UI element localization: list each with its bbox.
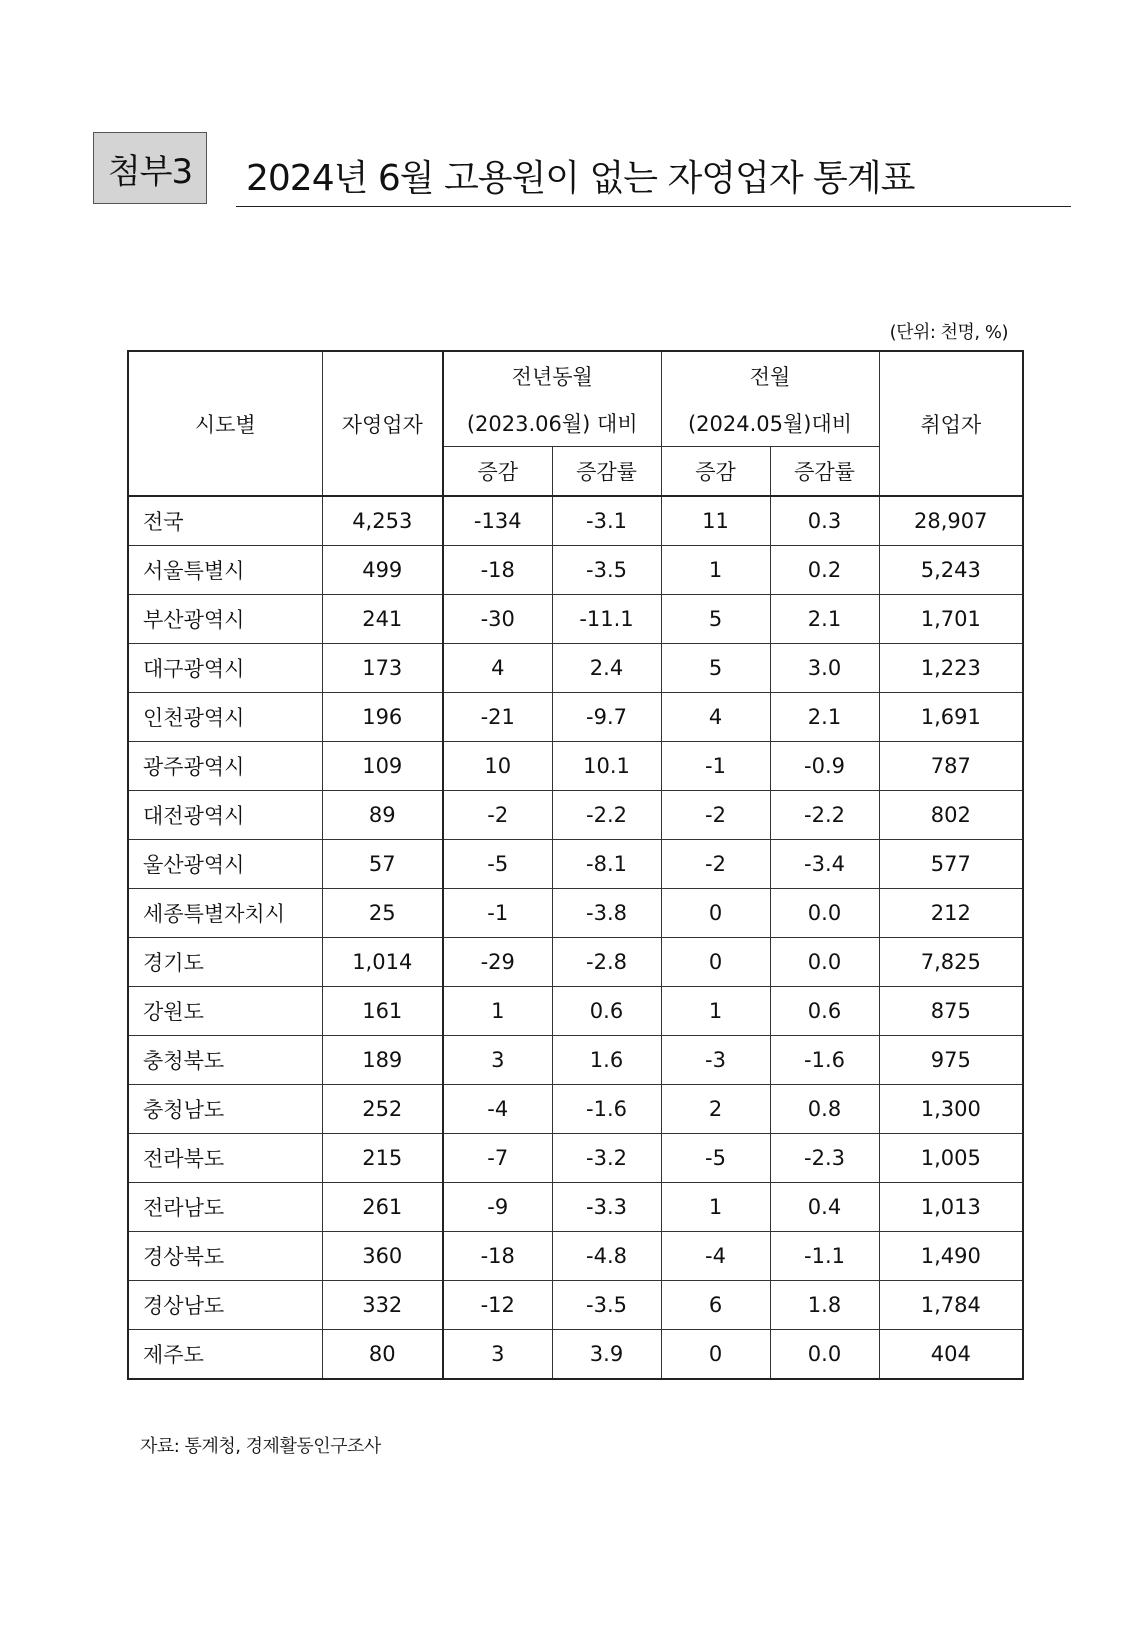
self-employed-stats-table bbox=[127, 350, 1024, 1380]
table-row bbox=[128, 693, 1023, 742]
attachment-badge: 첨부3 bbox=[93, 132, 207, 204]
cell-yoy-rate: -11.1 bbox=[552, 595, 661, 644]
cell-mom-change: 4 bbox=[661, 693, 770, 742]
cell-region: 강원도 bbox=[128, 987, 322, 1036]
cell-region: 세종특별자치시 bbox=[128, 889, 322, 938]
table-row bbox=[128, 496, 1023, 546]
cell-self-employed: 215 bbox=[322, 1134, 443, 1183]
cell-region: 경기도 bbox=[128, 938, 322, 987]
cell-yoy-change: -29 bbox=[443, 938, 552, 987]
header-mom-line1: 전월 bbox=[661, 351, 879, 400]
cell-employed: 1,223 bbox=[879, 644, 1023, 693]
cell-self-employed: 196 bbox=[322, 693, 443, 742]
cell-mom-change: 5 bbox=[661, 644, 770, 693]
table-row bbox=[128, 889, 1023, 938]
cell-mom-rate: 0.2 bbox=[770, 546, 879, 595]
table-row bbox=[128, 1085, 1023, 1134]
cell-region: 서울특별시 bbox=[128, 546, 322, 595]
cell-mom-change: 2 bbox=[661, 1085, 770, 1134]
cell-yoy-change: 3 bbox=[443, 1330, 552, 1380]
header-mom-line2: (2024.05월)대비 bbox=[661, 400, 879, 447]
source-note: 자료: 통계청, 경제활동인구조사 bbox=[140, 1436, 381, 1457]
table-row bbox=[128, 1036, 1023, 1085]
cell-mom-rate: -2.3 bbox=[770, 1134, 879, 1183]
cell-yoy-rate: 1.6 bbox=[552, 1036, 661, 1085]
cell-mom-rate: 3.0 bbox=[770, 644, 879, 693]
table-row bbox=[128, 1134, 1023, 1183]
cell-mom-change: 1 bbox=[661, 1183, 770, 1232]
cell-yoy-rate: 0.6 bbox=[552, 987, 661, 1036]
cell-mom-rate: 2.1 bbox=[770, 693, 879, 742]
cell-employed: 404 bbox=[879, 1330, 1023, 1380]
cell-employed: 577 bbox=[879, 840, 1023, 889]
cell-self-employed: 1,014 bbox=[322, 938, 443, 987]
cell-region: 광주광역시 bbox=[128, 742, 322, 791]
cell-yoy-rate: -3.2 bbox=[552, 1134, 661, 1183]
header-yoy-line1: 전년동월 bbox=[443, 351, 661, 400]
cell-self-employed: 360 bbox=[322, 1232, 443, 1281]
cell-self-employed: 109 bbox=[322, 742, 443, 791]
cell-region: 울산광역시 bbox=[128, 840, 322, 889]
cell-yoy-change: -7 bbox=[443, 1134, 552, 1183]
cell-mom-rate: 0.4 bbox=[770, 1183, 879, 1232]
cell-mom-change: 1 bbox=[661, 987, 770, 1036]
table-row bbox=[128, 987, 1023, 1036]
table-row bbox=[128, 1232, 1023, 1281]
cell-yoy-change: -18 bbox=[443, 546, 552, 595]
cell-region: 경상남도 bbox=[128, 1281, 322, 1330]
table-row bbox=[128, 595, 1023, 644]
cell-yoy-rate: -8.1 bbox=[552, 840, 661, 889]
table-row bbox=[128, 546, 1023, 595]
cell-self-employed: 332 bbox=[322, 1281, 443, 1330]
table-row bbox=[128, 1330, 1023, 1380]
cell-employed: 5,243 bbox=[879, 546, 1023, 595]
cell-yoy-rate: -3.5 bbox=[552, 546, 661, 595]
table-row bbox=[128, 1281, 1023, 1330]
cell-mom-rate: 0.8 bbox=[770, 1085, 879, 1134]
cell-self-employed: 241 bbox=[322, 595, 443, 644]
cell-mom-change: 1 bbox=[661, 546, 770, 595]
cell-yoy-rate: 3.9 bbox=[552, 1330, 661, 1380]
cell-yoy-change: -4 bbox=[443, 1085, 552, 1134]
header-mom-change: 증감 bbox=[661, 447, 770, 497]
cell-yoy-change: -21 bbox=[443, 693, 552, 742]
cell-mom-change: -2 bbox=[661, 840, 770, 889]
cell-region: 충청북도 bbox=[128, 1036, 322, 1085]
cell-mom-rate: -1.6 bbox=[770, 1036, 879, 1085]
cell-mom-change: 0 bbox=[661, 889, 770, 938]
cell-employed: 802 bbox=[879, 791, 1023, 840]
page-title: 2024년 6월 고용원이 없는 자영업자 통계표 bbox=[246, 158, 915, 199]
cell-self-employed: 261 bbox=[322, 1183, 443, 1232]
cell-yoy-rate: 10.1 bbox=[552, 742, 661, 791]
cell-yoy-change: -30 bbox=[443, 595, 552, 644]
cell-yoy-rate: -9.7 bbox=[552, 693, 661, 742]
cell-self-employed: 4,253 bbox=[322, 496, 443, 546]
cell-employed: 1,013 bbox=[879, 1183, 1023, 1232]
cell-employed: 1,784 bbox=[879, 1281, 1023, 1330]
cell-region: 경상북도 bbox=[128, 1232, 322, 1281]
table-row bbox=[128, 791, 1023, 840]
cell-yoy-rate: -3.1 bbox=[552, 496, 661, 546]
cell-yoy-rate: -2.2 bbox=[552, 791, 661, 840]
cell-mom-rate: -0.9 bbox=[770, 742, 879, 791]
cell-employed: 212 bbox=[879, 889, 1023, 938]
cell-employed: 1,300 bbox=[879, 1085, 1023, 1134]
cell-mom-change: -5 bbox=[661, 1134, 770, 1183]
cell-yoy-change: -9 bbox=[443, 1183, 552, 1232]
table-row bbox=[128, 840, 1023, 889]
cell-yoy-rate: -2.8 bbox=[552, 938, 661, 987]
cell-yoy-rate: -3.8 bbox=[552, 889, 661, 938]
cell-employed: 28,907 bbox=[879, 496, 1023, 546]
cell-yoy-change: -18 bbox=[443, 1232, 552, 1281]
cell-yoy-change: -12 bbox=[443, 1281, 552, 1330]
cell-employed: 787 bbox=[879, 742, 1023, 791]
title-underline bbox=[236, 206, 1071, 207]
unit-label: (단위: 천명, %) bbox=[889, 322, 1008, 343]
header-self-employed: 자영업자 bbox=[322, 351, 443, 496]
cell-yoy-rate: -4.8 bbox=[552, 1232, 661, 1281]
cell-self-employed: 189 bbox=[322, 1036, 443, 1085]
cell-mom-rate: 0.0 bbox=[770, 1330, 879, 1380]
cell-yoy-rate: -1.6 bbox=[552, 1085, 661, 1134]
table-body bbox=[128, 496, 1023, 1379]
cell-self-employed: 252 bbox=[322, 1085, 443, 1134]
cell-mom-change: 6 bbox=[661, 1281, 770, 1330]
cell-region: 전라북도 bbox=[128, 1134, 322, 1183]
cell-employed: 1,005 bbox=[879, 1134, 1023, 1183]
table-row bbox=[128, 938, 1023, 987]
cell-region: 인천광역시 bbox=[128, 693, 322, 742]
header-yoy-rate: 증감률 bbox=[552, 447, 661, 497]
cell-mom-change: 0 bbox=[661, 1330, 770, 1380]
cell-yoy-rate: 2.4 bbox=[552, 644, 661, 693]
cell-mom-rate: 0.0 bbox=[770, 938, 879, 987]
header-yoy-change: 증감 bbox=[443, 447, 552, 497]
cell-self-employed: 161 bbox=[322, 987, 443, 1036]
cell-yoy-change: -1 bbox=[443, 889, 552, 938]
cell-mom-rate: 2.1 bbox=[770, 595, 879, 644]
cell-yoy-change: -2 bbox=[443, 791, 552, 840]
cell-mom-change: -2 bbox=[661, 791, 770, 840]
cell-yoy-rate: -3.5 bbox=[552, 1281, 661, 1330]
cell-self-employed: 499 bbox=[322, 546, 443, 595]
header-region: 시도별 bbox=[128, 351, 322, 496]
cell-employed: 875 bbox=[879, 987, 1023, 1036]
cell-employed: 975 bbox=[879, 1036, 1023, 1085]
cell-self-employed: 25 bbox=[322, 889, 443, 938]
cell-region: 대구광역시 bbox=[128, 644, 322, 693]
cell-mom-change: -1 bbox=[661, 742, 770, 791]
cell-self-employed: 173 bbox=[322, 644, 443, 693]
header-yoy-line2: (2023.06월) 대비 bbox=[443, 400, 661, 447]
cell-mom-change: -3 bbox=[661, 1036, 770, 1085]
cell-yoy-change: 10 bbox=[443, 742, 552, 791]
header-employed: 취업자 bbox=[879, 351, 1023, 496]
cell-mom-change: 5 bbox=[661, 595, 770, 644]
cell-mom-rate: 0.3 bbox=[770, 496, 879, 546]
cell-mom-rate: 0.0 bbox=[770, 889, 879, 938]
cell-mom-change: 11 bbox=[661, 496, 770, 546]
cell-region: 대전광역시 bbox=[128, 791, 322, 840]
cell-mom-rate: -3.4 bbox=[770, 840, 879, 889]
cell-region: 부산광역시 bbox=[128, 595, 322, 644]
cell-employed: 1,701 bbox=[879, 595, 1023, 644]
cell-yoy-rate: -3.3 bbox=[552, 1183, 661, 1232]
cell-self-employed: 89 bbox=[322, 791, 443, 840]
cell-mom-change: -4 bbox=[661, 1232, 770, 1281]
cell-yoy-change: 3 bbox=[443, 1036, 552, 1085]
cell-yoy-change: 4 bbox=[443, 644, 552, 693]
cell-mom-rate: 1.8 bbox=[770, 1281, 879, 1330]
table-row bbox=[128, 644, 1023, 693]
cell-self-employed: 80 bbox=[322, 1330, 443, 1380]
cell-self-employed: 57 bbox=[322, 840, 443, 889]
cell-region: 전국 bbox=[128, 496, 322, 546]
cell-mom-rate: -2.2 bbox=[770, 791, 879, 840]
cell-mom-rate: 0.6 bbox=[770, 987, 879, 1036]
cell-yoy-change: 1 bbox=[443, 987, 552, 1036]
cell-employed: 7,825 bbox=[879, 938, 1023, 987]
table-row bbox=[128, 1183, 1023, 1232]
table-row bbox=[128, 742, 1023, 791]
cell-yoy-change: -134 bbox=[443, 496, 552, 546]
cell-region: 전라남도 bbox=[128, 1183, 322, 1232]
cell-yoy-change: -5 bbox=[443, 840, 552, 889]
cell-mom-rate: -1.1 bbox=[770, 1232, 879, 1281]
cell-mom-change: 0 bbox=[661, 938, 770, 987]
cell-region: 충청남도 bbox=[128, 1085, 322, 1134]
header-mom-rate: 증감률 bbox=[770, 447, 879, 497]
cell-region: 제주도 bbox=[128, 1330, 322, 1380]
cell-employed: 1,691 bbox=[879, 693, 1023, 742]
cell-employed: 1,490 bbox=[879, 1232, 1023, 1281]
